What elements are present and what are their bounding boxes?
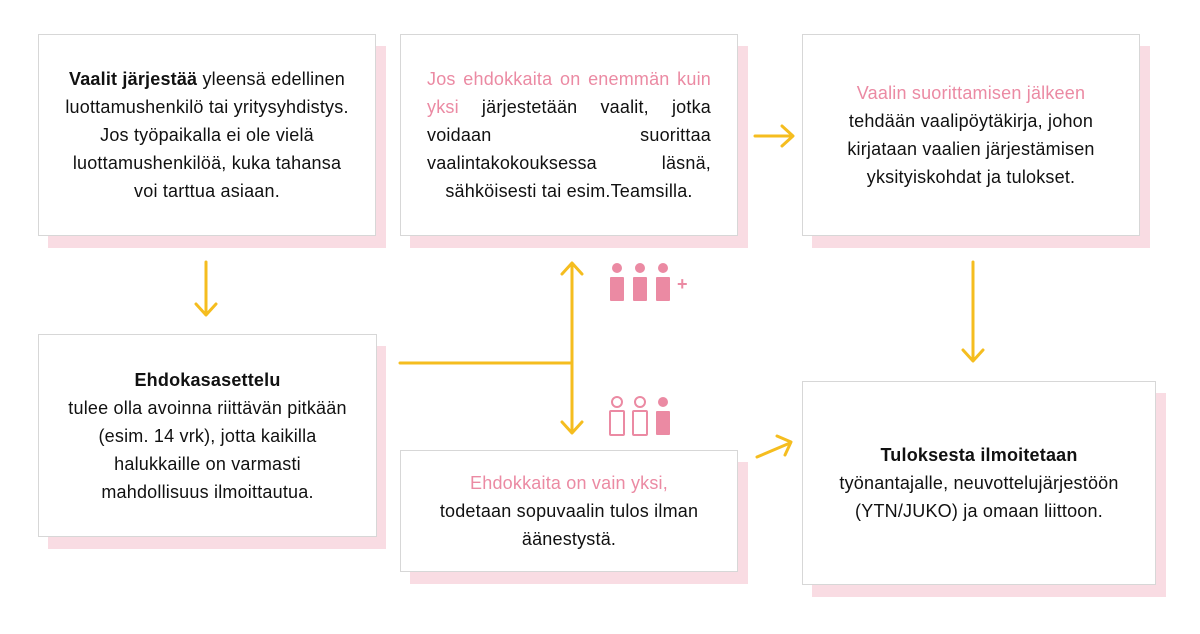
box-organizer-rest: yleensä edellinen luottamushenkilö tai yritysyhdistys. Jos työpaikalla ei ole vielä luottamushenkilöä, kuka tahansa voi tarttua asiaan.	[65, 69, 349, 201]
box-organizer-bold: Vaalit järjestää	[68, 69, 198, 89]
box-organizer	[38, 34, 376, 236]
box-multiple-candidates	[400, 34, 738, 236]
one-candidate-icon	[610, 397, 670, 435]
many-candidates-icon	[610, 263, 670, 301]
box-single-candidate-text	[427, 469, 711, 553]
arrow-single-to-announce	[757, 443, 790, 457]
many-candidates-plus: +	[677, 274, 688, 294]
box-nomination	[38, 334, 377, 537]
box-multiple-candidates-text	[427, 65, 711, 205]
box-organizer-text	[65, 65, 349, 205]
arrow-multiple-to-after-head	[782, 126, 793, 146]
arrow-single-to-announce-head	[777, 436, 791, 455]
box-multiple-candidates-highlight: Jos ehdokkaita on enemmän kuin yksi	[427, 69, 711, 117]
box-after-election-highlight: Vaalin suorittamisen jälkeen	[856, 83, 1086, 103]
box-announce-result-bold: Tuloksesta ilmoitetaan	[880, 445, 1078, 465]
arrow-organizer-to-nomination-head	[196, 304, 216, 315]
box-nomination-bold: Ehdokasasettelu	[134, 369, 281, 390]
box-single-candidate-rest: todetaan sopuvaalin tulos ilman äänestystä.	[439, 501, 699, 549]
box-announce-result-text	[833, 441, 1125, 525]
box-after-election	[802, 34, 1140, 236]
box-nomination-rest: tulee olla avoinna riittävän pitkään (esim. 14 vrk), jotta kaikilla halukkaille on varmasti mahdollisuus ilmoittautua.	[68, 397, 347, 502]
box-multiple-candidates-rest: järjestetään vaalit, jotka voidaan suorittaa vaalintakokouksessa läsnä, sähköisesti tai esim.Teamsilla.	[427, 97, 711, 201]
box-announce-result-rest: työnantajalle, neuvottelujärjestöön (YTN/JUKO) ja omaan liittoon.	[839, 473, 1119, 521]
box-after-election-text	[827, 79, 1115, 191]
box-nomination-text	[67, 366, 348, 506]
box-single-candidate	[400, 450, 738, 572]
arrow-split-up-head	[562, 263, 582, 274]
box-announce-result	[802, 381, 1156, 585]
box-after-election-rest: tehdään vaalipöytäkirja, johon kirjataan vaalien järjestämisen yksityiskohdat ja tulokset.	[847, 111, 1095, 187]
arrow-split-down-head	[562, 422, 582, 433]
box-single-candidate-highlight: Ehdokkaita on vain yksi,	[470, 473, 668, 493]
arrow-after-to-announce-head	[963, 350, 983, 361]
